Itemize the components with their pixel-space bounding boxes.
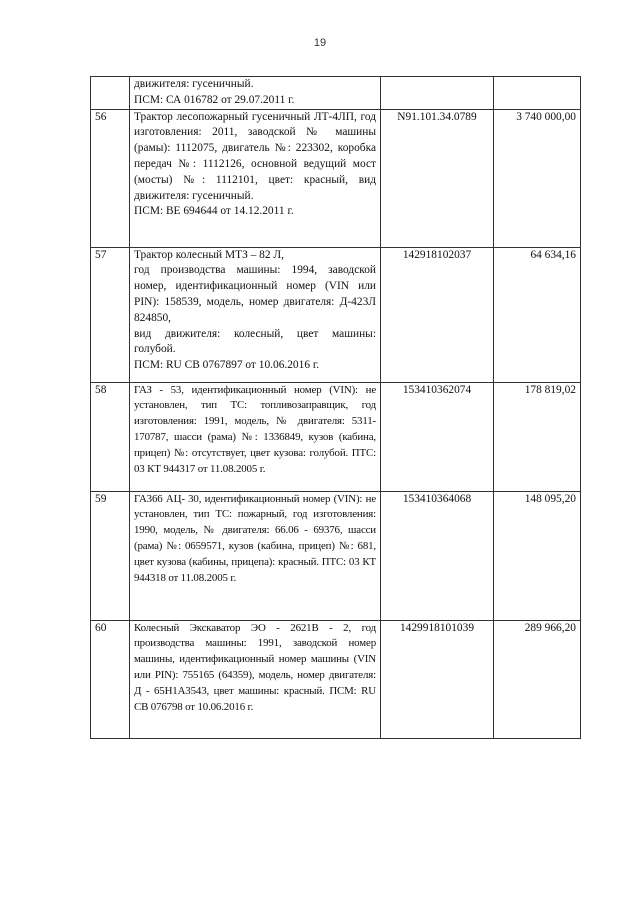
row-inventory-code: 153410362074 bbox=[381, 382, 494, 491]
row-cost: 3 740 000,00 bbox=[494, 109, 581, 247]
table-row bbox=[91, 382, 581, 491]
row-description bbox=[130, 620, 381, 738]
inventory-table bbox=[90, 76, 581, 739]
row-description bbox=[130, 109, 381, 247]
description-line: ГА366 АЦ- 30, идентификационный номер (VIN): не установлен, тип ТС: пожарный, год изготовления: 1990, модель, № двигателя: 66.06 - 69376, шасси (рама) №: 0659571, кузов (кабина, прицеп) №: 681, цвет кузова (кабины, прицепа): красный. ПТС: 03 КТ 944318 от 11.08.2005 г. bbox=[134, 492, 376, 584]
row-inventory-code bbox=[381, 77, 494, 110]
row-number: 58 bbox=[91, 382, 130, 491]
table-row bbox=[91, 77, 581, 110]
row-cost: 148 095,20 bbox=[494, 491, 581, 620]
row-description bbox=[130, 382, 381, 491]
table-row bbox=[91, 620, 581, 738]
description-line: год производства машины: 1994, заводской номер, идентификационный номер (VIN или PIN): 158539, модель, номер двигателя: Д-423Л 824850, bbox=[134, 264, 376, 324]
row-inventory-code: 153410364068 bbox=[381, 491, 494, 620]
table-row bbox=[91, 491, 581, 620]
row-number bbox=[91, 77, 130, 110]
description-line: Колесный Экскаватор ЭО - 2621В - 2, год производства машины: 1991, заводской номер машины, идентификационный номер машины (VIN или PIN): 755165 (64359), модель, номер двигателя: Д - 65Н1А3543, цвет машины: красный. ПСМ: RU СВ 076798 от 10.06.2016 г. bbox=[134, 621, 376, 713]
description-line: ГАЗ - 53, идентификационный номер (VIN): не установлен, тип ТС: топливозаправщик, год изготовления: 1991, модель, № двигателя: 5311-170787, шасси (рама) №: 1336849, кузов (кабина, прицеп) №: отсутствует, цвет кузова: голубой. ПТС: 03 КТ 944317 от 11.08.2005 г. bbox=[134, 383, 376, 475]
row-cost: 178 819,02 bbox=[494, 382, 581, 491]
page-number: 19 bbox=[313, 37, 327, 49]
row-description bbox=[130, 491, 381, 620]
row-number: 56 bbox=[91, 109, 130, 247]
description-line: движителя: гусеничный. bbox=[134, 78, 254, 90]
row-description bbox=[130, 77, 381, 110]
row-cost: 64 634,16 bbox=[494, 247, 581, 382]
row-inventory-code: N91.101.34.0789 bbox=[381, 109, 494, 247]
row-inventory-code: 142918102037 bbox=[381, 247, 494, 382]
row-number: 59 bbox=[91, 491, 130, 620]
description-line: ПСМ: СА 016782 от 29.07.2011 г. bbox=[134, 93, 295, 106]
description-line: Трактор лесопожарный гусеничный ЛТ-4ЛП, год изготовления: 2011, заводской № машины (рамы): 1112075, двигатель №: 223302, коробка передач №: 1112126, основной ведущий мост (мосты) №: 1112101, цвет: красный, вид движителя: гусеничный. bbox=[134, 110, 376, 202]
row-cost bbox=[494, 77, 581, 110]
row-inventory-code: 1429918101039 bbox=[381, 620, 494, 738]
description-line: вид движителя: колесный, цвет машины: голубой. bbox=[134, 327, 376, 356]
row-number: 57 bbox=[91, 247, 130, 382]
table-row bbox=[91, 247, 581, 382]
row-cost: 289 966,20 bbox=[494, 620, 581, 738]
description-line: Трактор колесный МТЗ – 82 Л, bbox=[134, 248, 284, 261]
description-line: ПСМ: RU СВ 0767897 от 10.06.2016 г. bbox=[134, 359, 320, 372]
row-description bbox=[130, 247, 381, 382]
row-number: 60 bbox=[91, 620, 130, 738]
table-row bbox=[91, 109, 581, 247]
description-line: ПСМ: ВЕ 694644 от 14.12.2011 г. bbox=[134, 205, 294, 218]
